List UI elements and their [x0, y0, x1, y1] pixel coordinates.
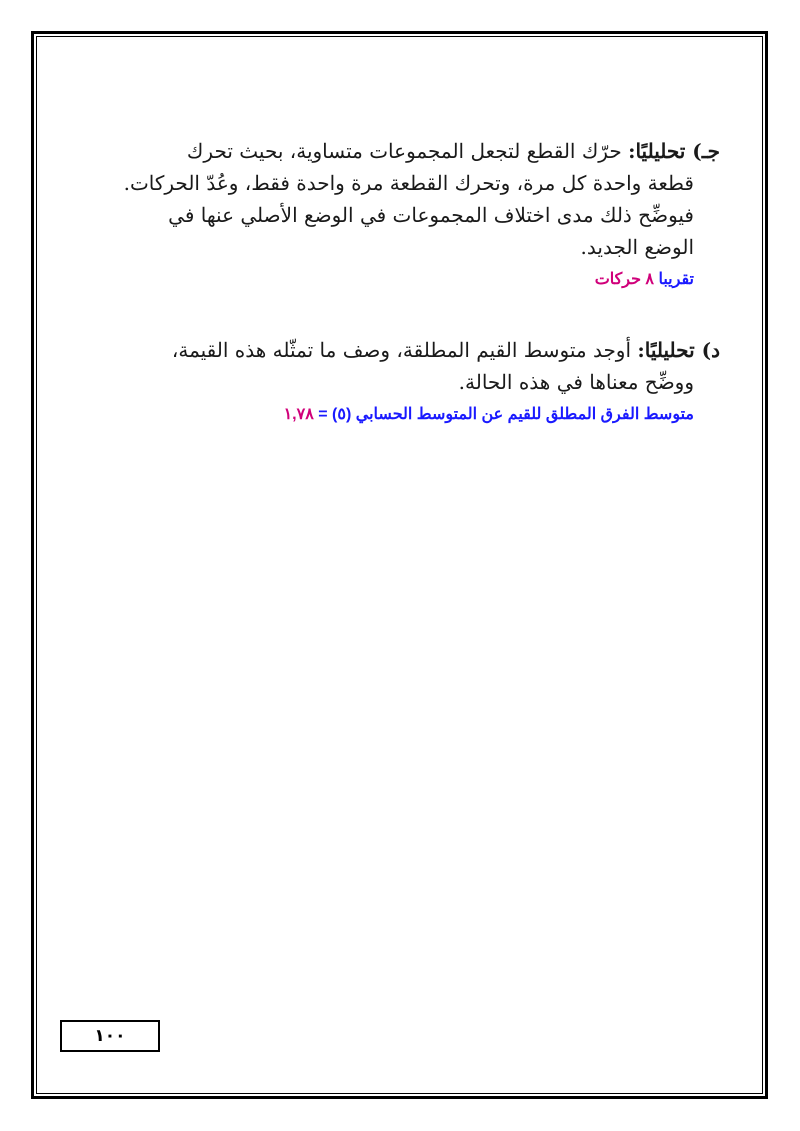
section-d-label: د) تحليليًا:: [637, 338, 720, 362]
section-c-answer: [90, 269, 720, 289]
section-c-answer-word: تقريبا: [658, 271, 694, 288]
section-d-line2: ووضِّح معناها في هذه الحالة.: [458, 370, 694, 394]
section-d-answer: [90, 404, 720, 424]
section-c-line2: قطعة واحدة كل مرة، وتحرك القطعة مرة واحدة فقط، وعُدّ الحركات.: [123, 171, 694, 195]
section-d-question: [90, 334, 720, 398]
section-c-label: جـ) تحليليًا:: [628, 139, 720, 163]
page-number-box: [60, 1020, 160, 1052]
section-c-answer-number: ٨ حركات: [594, 271, 655, 288]
section-c-question: [90, 135, 720, 263]
section-c-line4: الوضع الجديد.: [580, 235, 694, 259]
section-d-answer-text: متوسط الفرق المطلق للقيم عن المتوسط الحسابي (٥) =: [318, 406, 694, 423]
page-number: ١٠٠: [94, 1026, 126, 1046]
section-c-line3: فيوضِّح ذلك مدى اختلاف المجموعات في الوضع الأصلي عنها في: [168, 203, 694, 227]
section-c-line1: حرّك القطع لتجعل المجموعات متساوية، بحيث تحرك: [186, 139, 622, 163]
section-c: [90, 135, 720, 289]
section-d-line1: أوجد متوسط القيم المطلقة، وصف ما تمثّله هذه القيمة،: [171, 338, 632, 362]
section-d: [90, 334, 720, 424]
section-d-answer-value: ١,٧٨: [283, 406, 314, 423]
